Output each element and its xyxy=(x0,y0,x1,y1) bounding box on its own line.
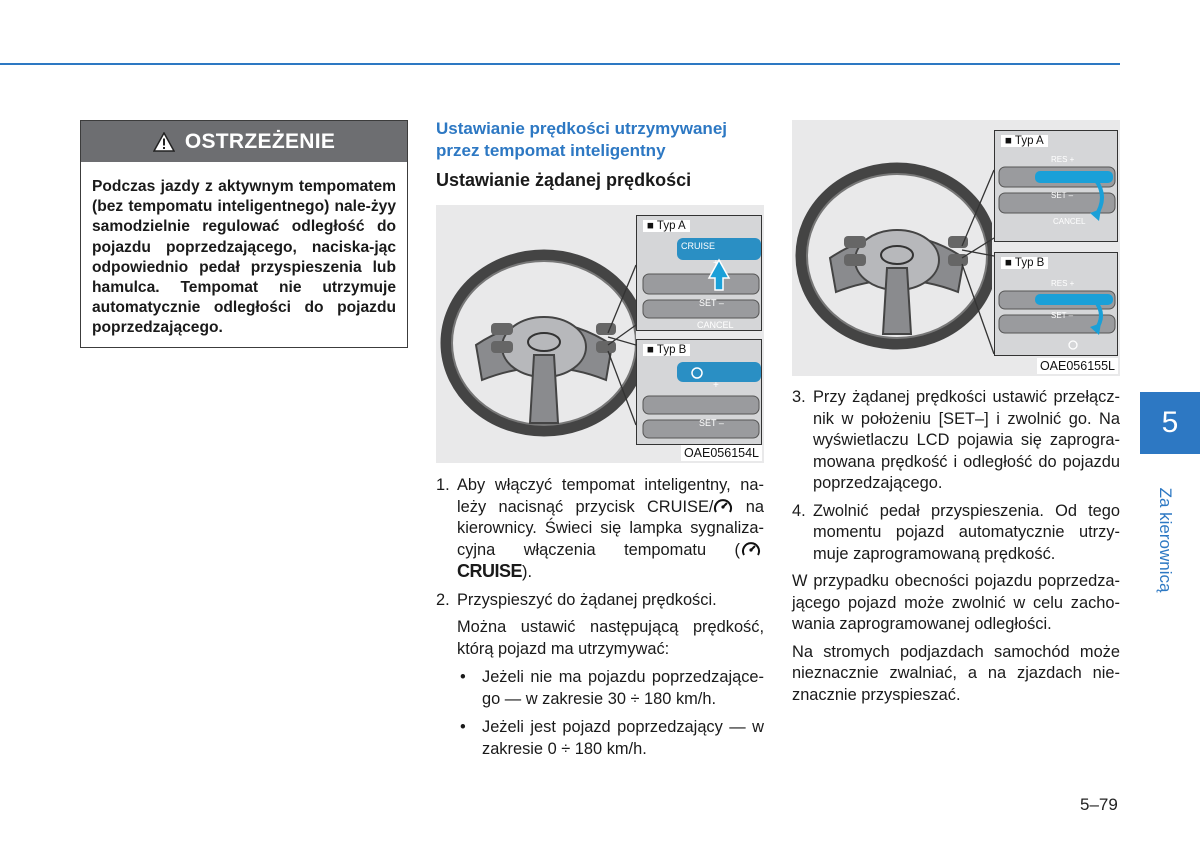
inset-type-b-label: ■ Typ B xyxy=(643,344,690,356)
res-button-label: RES + xyxy=(1051,155,1075,164)
paragraph: Na stromych podjazdach samochód może nieznacznie zwalniać, a na zjazdach nie-znacznie przyspieszać. xyxy=(792,642,1120,704)
inset-type-b-label: ■ Typ B xyxy=(1001,257,1048,269)
list-item-number: 2. xyxy=(436,590,450,609)
set-button-label: SET – xyxy=(699,418,724,428)
warning-box xyxy=(80,120,408,348)
chapter-number-tab: 5 xyxy=(1140,392,1200,454)
steering-wheel-figure-set xyxy=(792,120,1120,376)
figure-code: OAE056154L xyxy=(681,445,762,461)
page-number: 5–79 xyxy=(1080,795,1118,814)
inset-type-a xyxy=(636,215,762,331)
section-subheading: Ustawianie żądanej prędkości xyxy=(436,170,692,190)
bullet-text: Jeżeli jest pojazd poprzedzający — w zakresie 0 ÷ 180 km/h. xyxy=(482,718,764,758)
list-item xyxy=(792,387,1120,495)
list-item xyxy=(436,475,764,584)
bullet-dot: • xyxy=(460,668,466,686)
smart-cruise-icon xyxy=(713,497,733,515)
steering-wheel-figure-cruise xyxy=(436,205,764,463)
steps-list-right xyxy=(792,387,1120,706)
bullet-item xyxy=(436,667,764,710)
inset-type-a-label: ■ Typ A xyxy=(643,220,690,232)
set-button-label: SET – xyxy=(1051,191,1074,200)
paragraph: W przypadku obecności pojazdu poprzedza-jącego pojazd może zwolnić w celu zacho-wania zaprogramowanej odległości. xyxy=(792,572,1120,633)
warning-title: OSTRZEŻENIE xyxy=(184,129,336,153)
res-button-label: RES + xyxy=(1051,279,1075,288)
list-item-text: ). xyxy=(522,563,533,581)
inset-type-b xyxy=(636,339,762,445)
warning-header xyxy=(81,121,407,162)
inset-type-b xyxy=(994,252,1118,356)
header-rule xyxy=(0,63,1120,65)
list-item-number: 4. xyxy=(792,501,806,520)
list-item-text: Przyspieszyć do żądanej prędkości. xyxy=(457,590,717,609)
list-item xyxy=(436,590,764,612)
chapter-name xyxy=(1150,470,1180,610)
list-item-number: 1. xyxy=(436,476,450,494)
plus-label: + xyxy=(713,380,719,391)
smart-cruise-indicator-icon xyxy=(740,540,764,558)
chapter-name-text: Za kierownicą xyxy=(1156,487,1175,593)
bullet-text: Jeżeli nie ma pojazdu poprzedzające-go — w zakresie 30 ÷ 180 km/h. xyxy=(482,668,764,708)
set-button-label: SET – xyxy=(1051,311,1074,320)
list-item-text: Przy żądanej prędkości ustawić przełącz-nik w położeniu [SET–] i zwolnić go. Na wyświetlaczu LCD pojawia się zaprogra-mowana prędkość i odległość do pojazdu poprzedzającego. xyxy=(813,388,1120,492)
inset-type-a-label: ■ Typ A xyxy=(1001,135,1048,147)
list-item-number: 3. xyxy=(792,388,806,406)
warning-text: Podczas jazdy z aktywnym tempomatem (bez tempomatu inteligentnego) nale-żyy samodzielnie regulować odległość do pojazdu poprzedzającego, naciska-jąc odpowiednio pedał przyspieszenia lub hamulca. Tempomat nie utrzymuje automatycznie odległości do pojazdu poprzedzającego. xyxy=(92,178,396,337)
list-item xyxy=(792,501,1120,566)
list-item-text: Zwolnić pedał przyspieszenia. Od tego momentu pojazd automatycznie utrzy-muje zaprogramowaną prędkość. xyxy=(813,501,1120,563)
cruise-indicator-text: CRUISE xyxy=(457,561,523,581)
cancel-button-label: CANCEL xyxy=(1053,217,1086,226)
bullet-dot: • xyxy=(460,718,466,736)
plus-label: + xyxy=(713,258,719,269)
section-heading: Ustawianie prędkości utrzymywanej przez tempomat inteligentny xyxy=(436,119,727,160)
list-item-text: Aby włączyć tempomat inteligentny, na-leży nacisnąć przycisk CRUISE/ xyxy=(457,476,764,516)
warning-triangle-icon xyxy=(153,132,175,152)
bullet-item xyxy=(436,717,764,760)
list-item-text: na kierownicy. Świeci się lampka sygnaliza-cyjna włączenia tempomatu ( xyxy=(457,497,764,559)
cancel-button-label: CANCEL xyxy=(697,320,734,330)
switch-illustration-a xyxy=(637,216,762,331)
cruise-button-label: CRUISE xyxy=(681,241,716,251)
figure-code: OAE056155L xyxy=(1037,358,1118,374)
steps-list-left xyxy=(436,475,764,767)
set-button-label: SET – xyxy=(699,298,724,308)
inset-type-a xyxy=(994,130,1118,242)
step-note: Można ustawić następującą prędkość, którą pojazd ma utrzymywać: xyxy=(457,618,764,658)
